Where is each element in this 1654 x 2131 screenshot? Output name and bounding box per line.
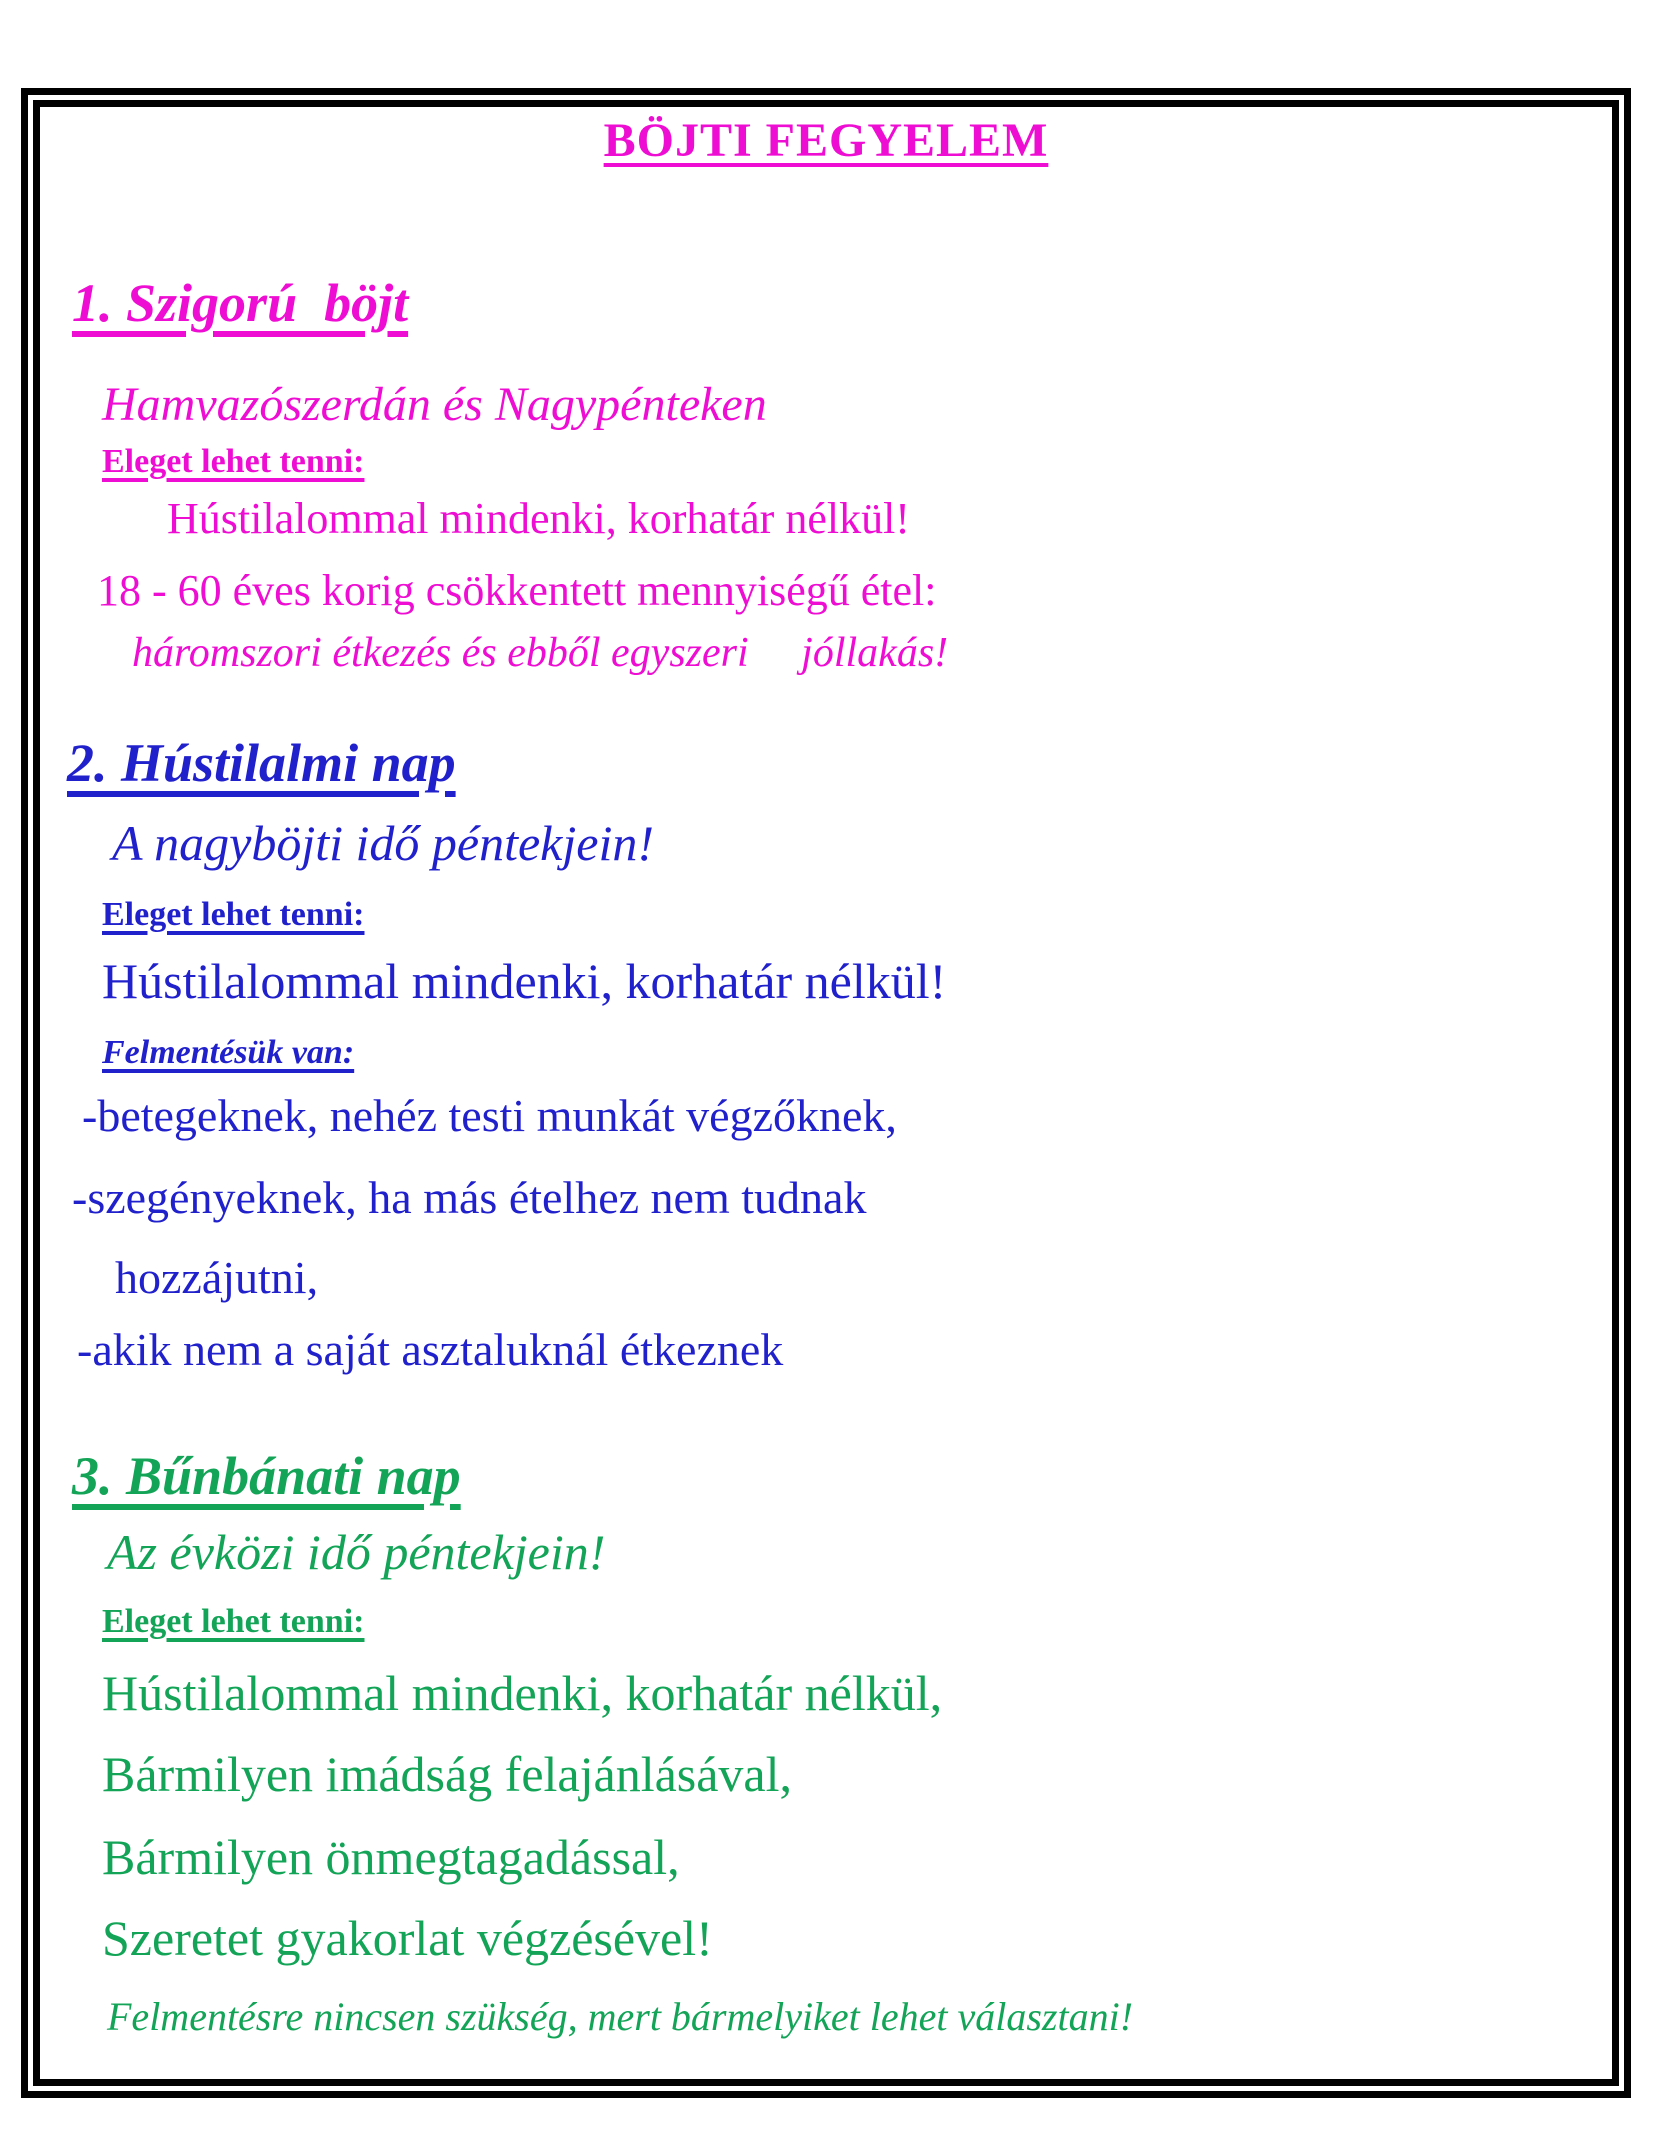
- section-2-rule-line: Hústilalommal mindenki, korhatár nélkül!: [102, 953, 947, 1010]
- exemption-item: -betegeknek, nehéz testi munkát végzőknek,: [82, 1089, 897, 1141]
- section-1-rule-line: háromszori étkezés és ebből egyszeri jóllakás!: [132, 629, 949, 676]
- section-1-satisfy-label: Eleget lehet tenni:: [102, 442, 365, 480]
- section-3-rule-line: Bármilyen imádság felajánlásával,: [102, 1745, 793, 1802]
- section-1-rule-line: Hústilalommal mindenki, korhatár nélkül!: [167, 494, 910, 544]
- section-3-heading: 3. Bűnbánati nap: [72, 1446, 461, 1507]
- exemption-item-continuation: hozzájutni,: [115, 1252, 319, 1304]
- section-3-note: Felmentésre nincsen szükség, mert bármelyiket lehet választani!: [107, 1993, 1134, 2039]
- document-content: [40, 107, 1612, 2079]
- section-1-heading: 1. Szigorú böjt: [72, 272, 409, 333]
- exemption-item: -szegényeknek, ha más ételhez nem tudnak: [72, 1171, 867, 1223]
- outer-border: [21, 88, 1631, 2098]
- section-3-rule-line: Bármilyen önmegtagadással,: [102, 1828, 680, 1885]
- section-1-rule-line: 18 - 60 éves korig csökkentett mennyiségű étel:: [97, 566, 937, 616]
- section-2-exemption-label: Felmentésük van:: [102, 1034, 355, 1072]
- inner-border: [33, 100, 1619, 2086]
- section-3-rule-line: Szeretet gyakorlat végzésével!: [102, 1909, 713, 1966]
- section-2-heading: 2. Hústilalmi nap: [67, 733, 456, 794]
- exemption-item: -akik nem a saját asztaluknál étkeznek: [77, 1324, 784, 1376]
- section-3-rule-line: Hústilalommal mindenki, korhatár nélkül,: [102, 1664, 943, 1721]
- section-2-satisfy-label: Eleget lehet tenni:: [102, 895, 365, 933]
- section-1-subtitle: Hamvazószerdán és Nagypénteken: [102, 378, 767, 432]
- section-3-satisfy-label: Eleget lehet tenni:: [102, 1603, 365, 1641]
- page-title-text: BÖJTI FEGYELEM: [603, 114, 1049, 167]
- section-3-subtitle: Az évközi idő péntekjein!: [107, 1524, 606, 1581]
- section-2-subtitle: A nagyböjti idő péntekjein!: [112, 814, 654, 871]
- page-title: [40, 107, 1612, 171]
